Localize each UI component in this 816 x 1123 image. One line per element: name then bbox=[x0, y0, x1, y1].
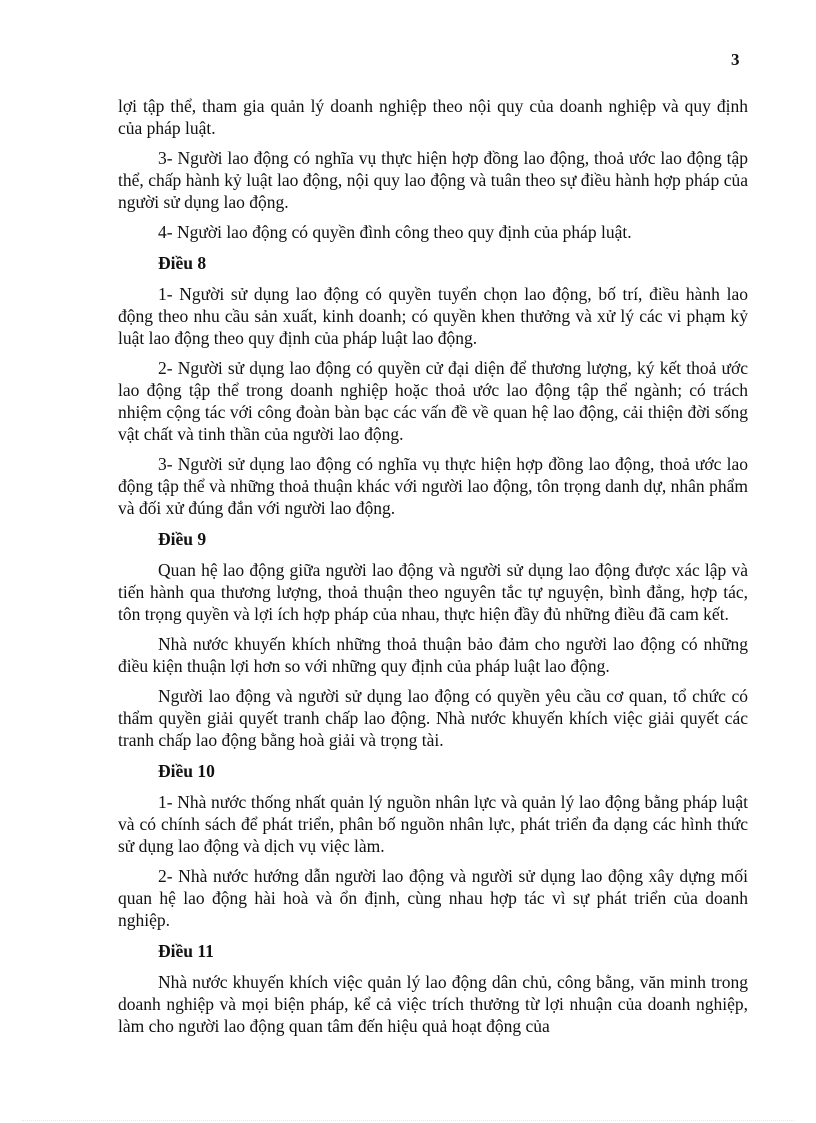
paragraph: Người lao động và người sử dụng lao động có quyền yêu cầu cơ quan, tổ chức có thẩm quyền giải quyết tranh chấp lao động. Nhà nước khuyến khích việc giải quyết các tranh chấp lao động bằng hoà giải và trọng tài. bbox=[118, 686, 748, 750]
paragraph: 4- Người lao động có quyền đình công theo quy định của pháp luật. bbox=[158, 222, 632, 242]
document-body bbox=[118, 95, 748, 1045]
paragraph: 3- Người sử dụng lao động có nghĩa vụ thực hiện hợp đồng lao động, thoả ước lao động tập thể và những thoả thuận khác với người lao động, tôn trọng danh dự, nhân phẩm và đối xử đúng đắn với người lao động. bbox=[118, 454, 748, 518]
article-heading: Điều 8 bbox=[158, 253, 207, 273]
paragraph: 1- Người sử dụng lao động có quyền tuyển chọn lao động, bố trí, điều hành lao động theo nhu cầu sản xuất, kinh doanh; có quyền khen thưởng và xử lý các vi phạm kỷ luật lao động theo quy định của pháp luật lao động. bbox=[118, 284, 748, 348]
paragraph: 2- Nhà nước hướng dẫn người lao động và người sử dụng lao động xây dựng mối quan hệ lao động hài hoà và ổn định, cùng nhau hợp tác vì sự phát triển của doanh nghiệp. bbox=[118, 866, 748, 930]
page-number: 3 bbox=[731, 50, 740, 69]
paragraph: Quan hệ lao động giữa người lao động và người sử dụng lao động được xác lập và tiến hành qua thương lượng, thoả thuận theo nguyên tắc tự nguyện, bình đẳng, hợp tác, tôn trọng quyền và lợi ích hợp pháp của nhau, thực hiện đầy đủ những điều đã cam kết. bbox=[118, 560, 748, 624]
article-heading: Điều 10 bbox=[158, 761, 215, 781]
paragraph: 1- Nhà nước thống nhất quản lý nguồn nhân lực và quản lý lao động bằng pháp luật và có chính sách để phát triển, phân bố nguồn nhân lực, phát triển đa dạng các hình thức sử dụng lao động và dịch vụ việc làm. bbox=[118, 792, 748, 856]
article-heading: Điều 11 bbox=[158, 941, 214, 961]
paragraph: 2- Người sử dụng lao động có quyền cử đại diện để thương lượng, ký kết thoả ước lao động tập thể trong doanh nghiệp hoặc thoả ước lao động tập thể ngành; có trách nhiệm cộng tác với công đoàn bàn bạc các vấn đề về quan hệ lao động, cải thiện đời sống vật chất và tinh thần của người lao động. bbox=[118, 358, 748, 444]
article-heading: Điều 9 bbox=[158, 529, 207, 549]
paragraph: lợi tập thể, tham gia quản lý doanh nghiệp theo nội quy của doanh nghiệp và quy định của pháp luật. bbox=[118, 96, 748, 138]
paragraph: Nhà nước khuyến khích những thoả thuận bảo đảm cho người lao động có những điều kiện thuận lợi hơn so với những quy định của pháp luật lao động. bbox=[118, 634, 748, 676]
paragraph: Nhà nước khuyến khích việc quản lý lao động dân chủ, công bằng, văn minh trong doanh nghiệp và mọi biện pháp, kể cả việc trích thưởng từ lợi nhuận của doanh nghiệp, làm cho người lao động quan tâm đến hiệu quả hoạt động của bbox=[118, 972, 748, 1036]
paragraph: 3- Người lao động có nghĩa vụ thực hiện hợp đồng lao động, thoả ước lao động tập thể, chấp hành kỷ luật lao động, nội quy lao động và tuân theo sự điều hành hợp pháp của người sử dụng lao động. bbox=[118, 148, 748, 212]
page-bottom-divider bbox=[22, 1120, 794, 1121]
